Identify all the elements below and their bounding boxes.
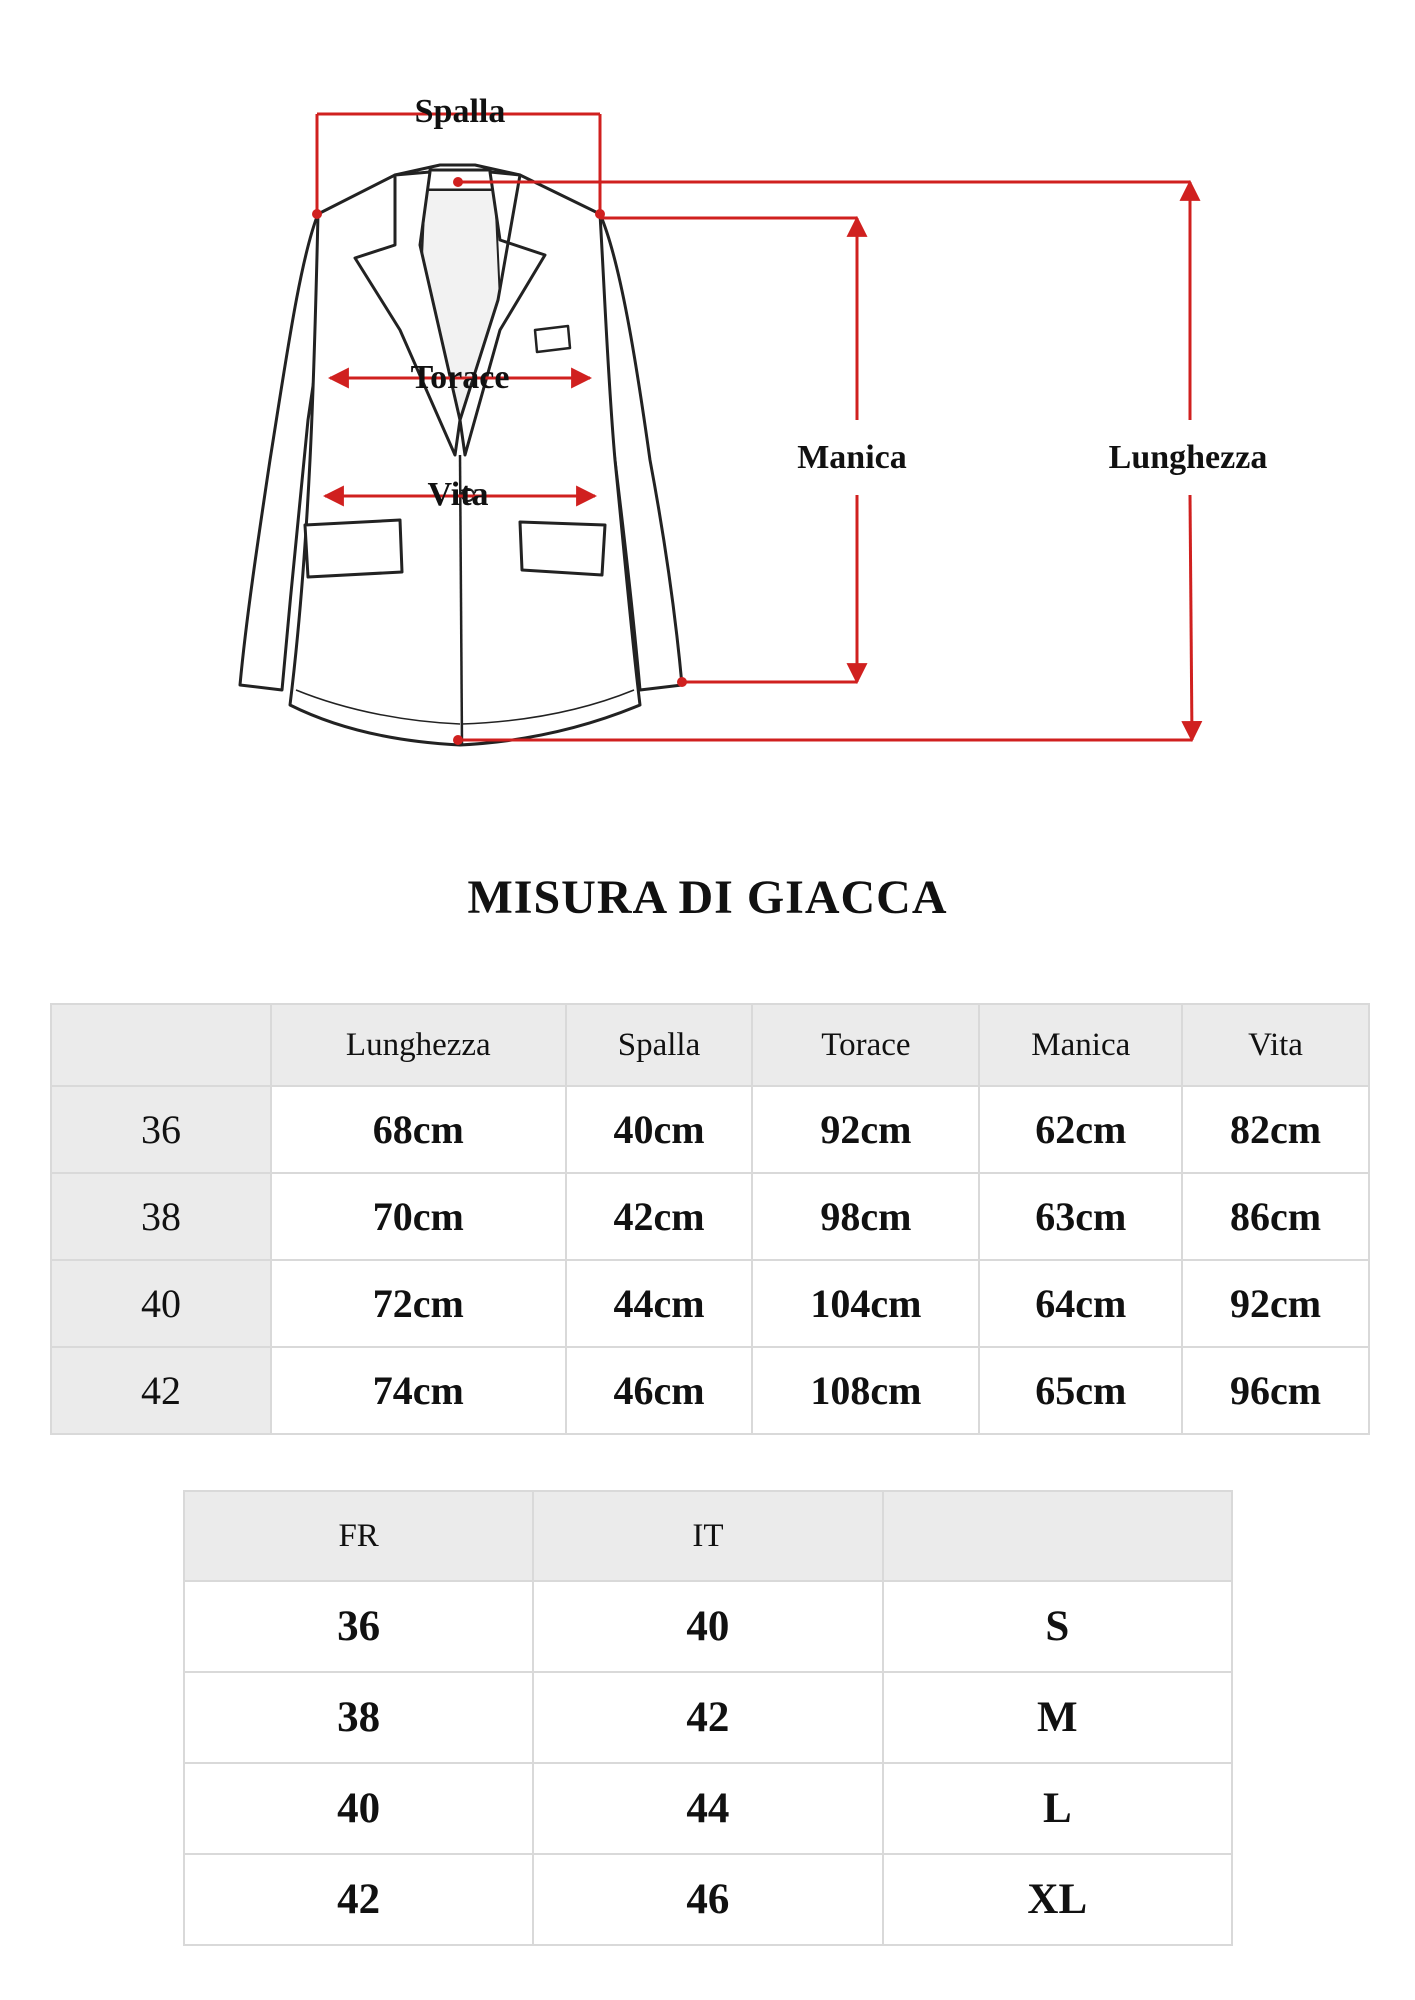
table-row — [51, 1260, 1369, 1347]
size-cell: 36 — [51, 1086, 271, 1173]
it-size-cell: 42 — [533, 1672, 882, 1763]
letter-size-cell: L — [883, 1763, 1232, 1854]
header-cell: Lunghezza — [271, 1004, 566, 1086]
value-cell: 62cm — [979, 1086, 1182, 1173]
label-spalla: Spalla — [414, 93, 506, 130]
value-cell: 63cm — [979, 1173, 1182, 1260]
fr-size-cell: 42 — [184, 1854, 533, 1945]
value-cell: 44cm — [566, 1260, 753, 1347]
value-cell: 98cm — [752, 1173, 979, 1260]
jacket-sketch — [240, 165, 682, 745]
table-row — [184, 1763, 1232, 1854]
value-cell: 92cm — [1182, 1260, 1369, 1347]
size-cell: 42 — [51, 1347, 271, 1434]
table-header-row — [51, 1004, 1369, 1086]
table-row — [51, 1173, 1369, 1260]
table-row — [184, 1854, 1232, 1945]
letter-size-cell: M — [883, 1672, 1232, 1763]
value-cell: 108cm — [752, 1347, 979, 1434]
table-row — [51, 1086, 1369, 1173]
table-header-row — [184, 1491, 1232, 1581]
it-size-cell: 44 — [533, 1763, 882, 1854]
header-cell: Torace — [752, 1004, 979, 1086]
header-cell: Vita — [1182, 1004, 1369, 1086]
page-title: MISURA DI GIACCA — [467, 871, 948, 924]
value-cell: 72cm — [271, 1260, 566, 1347]
value-cell: 46cm — [566, 1347, 753, 1434]
value-cell: 40cm — [566, 1086, 753, 1173]
size-cell: 40 — [51, 1260, 271, 1347]
table-row — [51, 1347, 1369, 1434]
header-cell: Spalla — [566, 1004, 753, 1086]
size-cell: 38 — [51, 1173, 271, 1260]
value-cell: 92cm — [752, 1086, 979, 1173]
header-cell-fr: FR — [184, 1491, 533, 1581]
letter-size-cell: XL — [883, 1854, 1232, 1945]
table-row — [184, 1672, 1232, 1763]
header-cell-it: IT — [533, 1491, 882, 1581]
value-cell: 42cm — [566, 1173, 753, 1260]
value-cell: 68cm — [271, 1086, 566, 1173]
label-vita: Vita — [427, 476, 489, 513]
label-torace: Torace — [410, 359, 510, 396]
size-measurement-table — [50, 1003, 1370, 1435]
value-cell: 65cm — [979, 1347, 1182, 1434]
value-cell: 64cm — [979, 1260, 1182, 1347]
it-size-cell: 46 — [533, 1854, 882, 1945]
value-cell: 82cm — [1182, 1086, 1369, 1173]
label-manica: Manica — [797, 439, 907, 476]
value-cell: 86cm — [1182, 1173, 1369, 1260]
header-cell-letter — [883, 1491, 1232, 1581]
value-cell: 70cm — [271, 1173, 566, 1260]
header-cell — [51, 1004, 271, 1086]
it-size-cell: 40 — [533, 1581, 882, 1672]
fr-size-cell: 40 — [184, 1763, 533, 1854]
letter-size-cell: S — [883, 1581, 1232, 1672]
value-cell: 96cm — [1182, 1347, 1369, 1434]
fr-size-cell: 38 — [184, 1672, 533, 1763]
size-conversion-table — [183, 1490, 1233, 1946]
value-cell: 74cm — [271, 1347, 566, 1434]
header-cell: Manica — [979, 1004, 1182, 1086]
fr-size-cell: 36 — [184, 1581, 533, 1672]
value-cell: 104cm — [752, 1260, 979, 1347]
table-row — [184, 1581, 1232, 1672]
label-lunghezza: Lunghezza — [1108, 439, 1268, 476]
jacket-measurement-diagram — [0, 0, 1415, 830]
